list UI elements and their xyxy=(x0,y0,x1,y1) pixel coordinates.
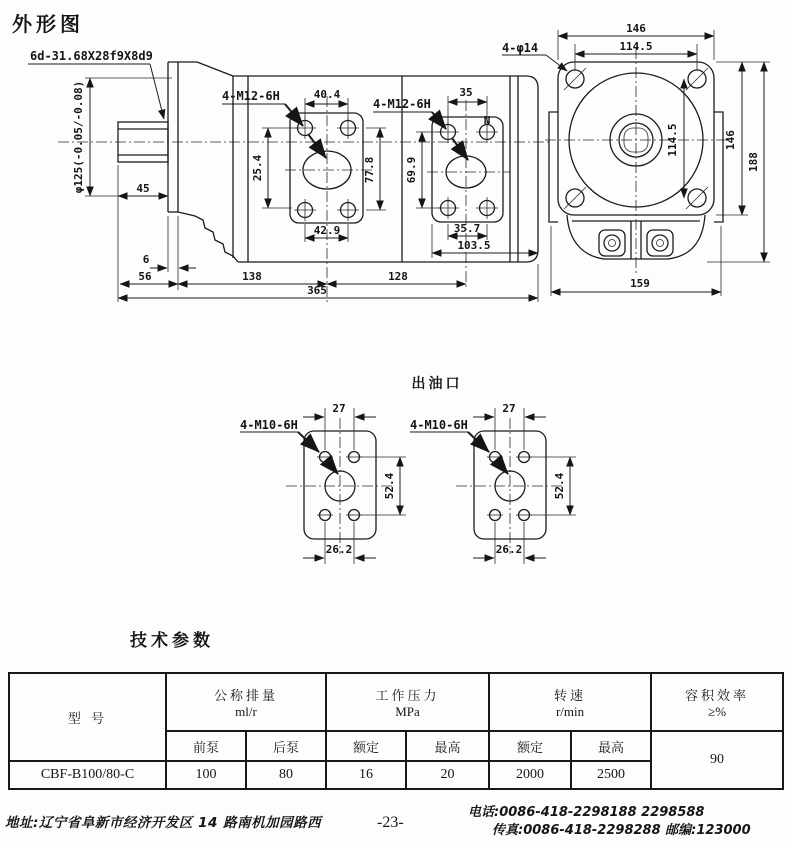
subheader-speed-max: 最高 xyxy=(571,731,651,761)
outlet-centerlines xyxy=(286,418,564,554)
value-efficiency: 90 xyxy=(651,731,783,789)
page-title-outline-drawing: 外形图 xyxy=(12,12,84,36)
subheader-speed-rated: 额定 xyxy=(489,731,571,761)
dim-138: 138 xyxy=(242,270,262,283)
value-pressure-max: 20 xyxy=(406,761,489,789)
subheader-pressure-rated: 额定 xyxy=(326,731,406,761)
dim-35-7: 35.7 xyxy=(453,222,481,235)
dim-188: 188 xyxy=(747,152,760,172)
footer-fax: 传真:0086-418-2298288 邮编:123000 xyxy=(492,823,751,838)
outlet-dim-27-right: 27 xyxy=(502,402,516,415)
dim-6: 6 xyxy=(142,253,150,266)
footer-page-number: -23- xyxy=(377,814,404,831)
shaft-pilot-diameter-label: φ125(-0.05/-0.08) xyxy=(72,80,85,194)
params-section-title: 技术参数 xyxy=(130,631,214,651)
value-displacement-rear: 80 xyxy=(246,761,326,789)
inlet-flange-1 xyxy=(290,113,363,223)
outlet-dim-26-2-left: 26.2 xyxy=(325,543,353,556)
dim-146-top: 146 xyxy=(626,22,646,35)
value-speed-max: 2500 xyxy=(571,761,651,789)
outlet-ports-svg xyxy=(0,360,790,590)
spline-spec-label: 6d-31.68X28f9X8d9 xyxy=(30,49,153,63)
dim-56: 56 xyxy=(138,270,152,283)
subheader-front-pump: 前泵 xyxy=(166,731,246,761)
centerlines xyxy=(58,48,730,302)
outline-drawing-svg xyxy=(0,0,790,330)
col-header-speed: 转速 r/min xyxy=(489,673,651,731)
subheader-rear-pump: 后泵 xyxy=(246,731,326,761)
port2-thread-label: 4-M12-6H xyxy=(373,97,431,111)
outlet-dimension-lines xyxy=(303,417,570,558)
footer-phone: 电话:0086-418-2298188 2298588 xyxy=(468,805,705,820)
outlet-thread-label-left: 4-M10-6H xyxy=(240,418,298,432)
port1-thread-label: 4-M12-6H xyxy=(222,89,280,103)
value-model: CBF-B100/80-C xyxy=(9,761,166,789)
col-header-efficiency: 容积效率 ≥% xyxy=(651,673,783,731)
dim-35: 35 xyxy=(459,86,473,99)
outlet-leader-lines xyxy=(240,432,508,474)
leader-lines xyxy=(28,55,567,160)
dim-45: 45 xyxy=(136,182,150,195)
dim-42-9: 42.9 xyxy=(313,224,341,237)
inlet-flange-2 xyxy=(432,117,503,222)
outlet-thread-label-right: 4-M10-6H xyxy=(410,418,468,432)
dim-77-8: 77.8 xyxy=(363,156,376,184)
port-mark-n: N xyxy=(483,114,491,127)
dim-159: 159 xyxy=(630,277,650,290)
subheader-pressure-max: 最高 xyxy=(406,731,489,761)
outlet-section-title: 出油口 xyxy=(411,376,463,392)
dim-128: 128 xyxy=(388,270,408,283)
dim-114-5-side: 114.5 xyxy=(666,123,679,157)
mount-holes-label: 4-φ14 xyxy=(502,41,539,55)
dim-25-4: 25.4 xyxy=(251,154,264,182)
dim-103-5: 103.5 xyxy=(457,239,491,252)
value-speed-rated: 2000 xyxy=(489,761,571,789)
dim-69-9: 69.9 xyxy=(405,156,418,184)
dim-40-4: 40.4 xyxy=(313,88,341,101)
dim-365: 365 xyxy=(307,284,327,297)
outlet-dim-52-4-left: 52.4 xyxy=(383,472,396,500)
outlet-dim-27-left: 27 xyxy=(332,402,346,415)
value-pressure-rated: 16 xyxy=(326,761,406,789)
outlet-dim-26-2-right: 26.2 xyxy=(495,543,523,556)
params-table-wrap xyxy=(8,672,782,790)
col-header-pressure: 工作压力 MPa xyxy=(326,673,489,731)
params-table xyxy=(8,672,784,790)
col-header-displacement: 公称排量 ml/r xyxy=(166,673,326,731)
outlet-dim-52-4-right: 52.4 xyxy=(553,472,566,500)
dim-114-5-top: 114.5 xyxy=(619,40,653,53)
footer-address: 地址:辽宁省阜新市经济开发区 14 路南机加园路西 xyxy=(5,815,322,831)
dim-146-side: 146 xyxy=(724,130,737,150)
col-header-model: 型 号 xyxy=(9,673,166,761)
extension-lines xyxy=(85,30,770,302)
value-displacement-front: 100 xyxy=(166,761,246,789)
